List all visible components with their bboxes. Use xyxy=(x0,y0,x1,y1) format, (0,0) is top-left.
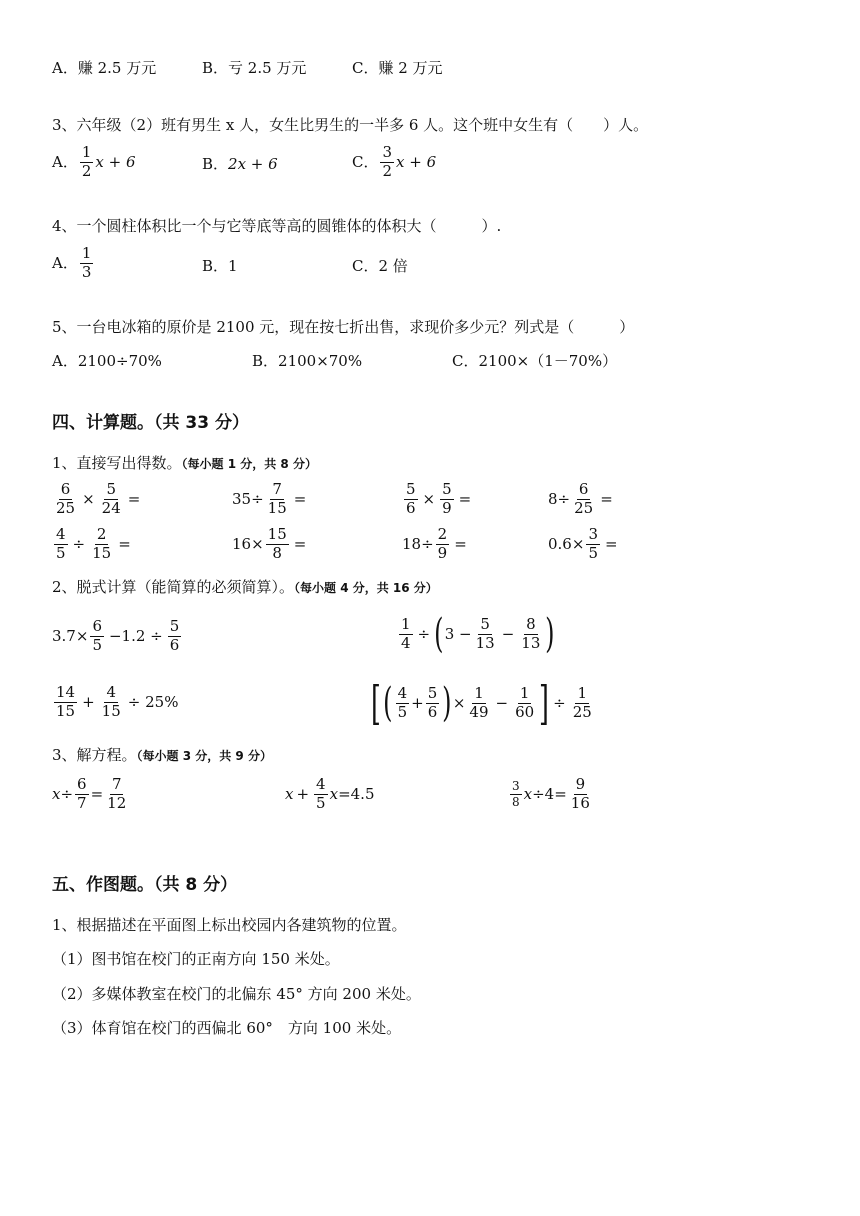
q2-option-b: B．亏 2.5 万元 xyxy=(202,59,307,77)
score-note: （每小题 4 分，共 16 分） xyxy=(294,581,438,595)
location-item-1: （1）图书馆在校门的正南方向 150 米处。 xyxy=(52,950,340,968)
score-note: （每小题 3 分，共 9 分） xyxy=(136,749,272,763)
oral-calc-item: 8÷ $\frac{6}{25}$ = xyxy=(548,480,613,517)
q2-option-c: C．赚 2 万元 xyxy=(352,59,443,77)
oral-calc-item: 18÷ $\frac{2}{9}$ = xyxy=(402,525,467,562)
equation-2: x + $\frac{4}{5}$ x =4.5 xyxy=(285,775,375,812)
option-label: C． xyxy=(352,152,379,171)
q3-option-c xyxy=(352,145,436,180)
location-item-3: （3）体育馆在校门的西偏北 60° 方向 100 米处。 xyxy=(52,1019,402,1037)
expression: 2x + 6 xyxy=(228,155,278,173)
oral-calc-item: 16× $\frac{15}{8}$ = xyxy=(232,525,307,562)
oral-calc-item: $\frac{5}{6}$ × $\frac{5}{9}$ = xyxy=(406,480,472,517)
expression-tail: x + 6 xyxy=(396,152,437,171)
q2-option-a: A．赚 2.5 万元 xyxy=(52,59,157,77)
step-calc-4: [ ( $\frac{4}{5}$ + $\frac{5}{6}$ ) × $\frac{1}{49}$ − $\frac{1}{60}$ ] ÷ $\frac{1}{25}$ xyxy=(371,676,592,730)
part-1-heading xyxy=(52,456,317,471)
equation-3: $\frac{3}{8}$ x ÷4= $\frac{9}{16}$ xyxy=(512,775,590,812)
q5-option-c: C．2100×（1－70%） xyxy=(452,352,618,370)
section-4-title: 四、计算题。（共 33 分） xyxy=(52,413,249,433)
q4-option-c: C．2 倍 xyxy=(352,257,408,275)
option-label: B． xyxy=(202,155,229,173)
step-calc-1: 3.7× $\frac{6}{5}$ −1.2 ÷ $\frac{5}{6}$ xyxy=(52,617,180,654)
step-calc-2: $\frac{1}{4}$ ÷ ( 3 − $\frac{5}{13}$ − $\frac{8}{13}$ ) xyxy=(401,611,555,657)
oral-calc-item: 0.6× $\frac{3}{5}$ = xyxy=(548,525,618,562)
score-note: （每小题 1 分，共 8 分） xyxy=(181,457,317,471)
part-label: 2、脱式计算（能简算的必须简算）。 xyxy=(52,578,295,596)
part-label: 3、解方程。 xyxy=(52,746,137,764)
oral-calc-item: 35÷ $\frac{7}{15}$ = xyxy=(232,480,307,517)
part-label: 1、直接写出得数。 xyxy=(52,454,182,472)
q5-option-b: B．2100×70% xyxy=(252,352,363,370)
part-2-heading xyxy=(52,580,438,595)
section-5-question: 1、根据描述在平面图上标出校园内各建筑物的位置。 xyxy=(52,916,407,934)
q5-stem: 5、一台电冰箱的原价是 2100 元，现在按七折出售，求现价多少元？列式是（ ） xyxy=(52,318,635,336)
location-item-2: （2）多媒体教室在校门的北偏东 45° 方向 200 米处。 xyxy=(52,985,421,1003)
fraction: $\frac{1}{2}$ xyxy=(81,143,92,180)
option-label: A． xyxy=(52,253,78,272)
q3-option-b xyxy=(202,157,278,172)
q3-option-a xyxy=(52,145,136,180)
expression-tail: x + 6 xyxy=(95,152,136,171)
q4-option-b: B．1 xyxy=(202,257,238,275)
q5-option-a: A．2100÷70% xyxy=(52,352,162,370)
part-3-heading xyxy=(52,748,272,763)
fraction: $\frac{1}{3}$ xyxy=(81,244,92,281)
option-label: A． xyxy=(52,152,78,171)
oral-calc-item: $\frac{4}{5}$ ÷ $\frac{2}{15}$ = xyxy=(56,525,131,562)
equation-1: x ÷ $\frac{6}{7}$ = $\frac{7}{12}$ xyxy=(52,775,127,812)
step-calc-3: $\frac{14}{15}$ + $\frac{4}{15}$ ÷ 25% xyxy=(56,683,179,720)
fraction: $\frac{3}{2}$ xyxy=(382,143,393,180)
q4-option-a xyxy=(52,246,95,281)
section-5-title: 五、作图题。（共 8 分） xyxy=(52,875,238,895)
q3-stem: 3、六年级（2）班有男生 x 人，女生比男生的一半多 6 人。这个班中女生有（ ）人。 xyxy=(52,116,649,134)
oral-calc-item: $\frac{6}{25}$ × $\frac{5}{24}$ = xyxy=(56,480,141,517)
q4-stem: 4、一个圆柱体积比一个与它等底等高的圆锥体的体积大（ ）. xyxy=(52,217,502,235)
